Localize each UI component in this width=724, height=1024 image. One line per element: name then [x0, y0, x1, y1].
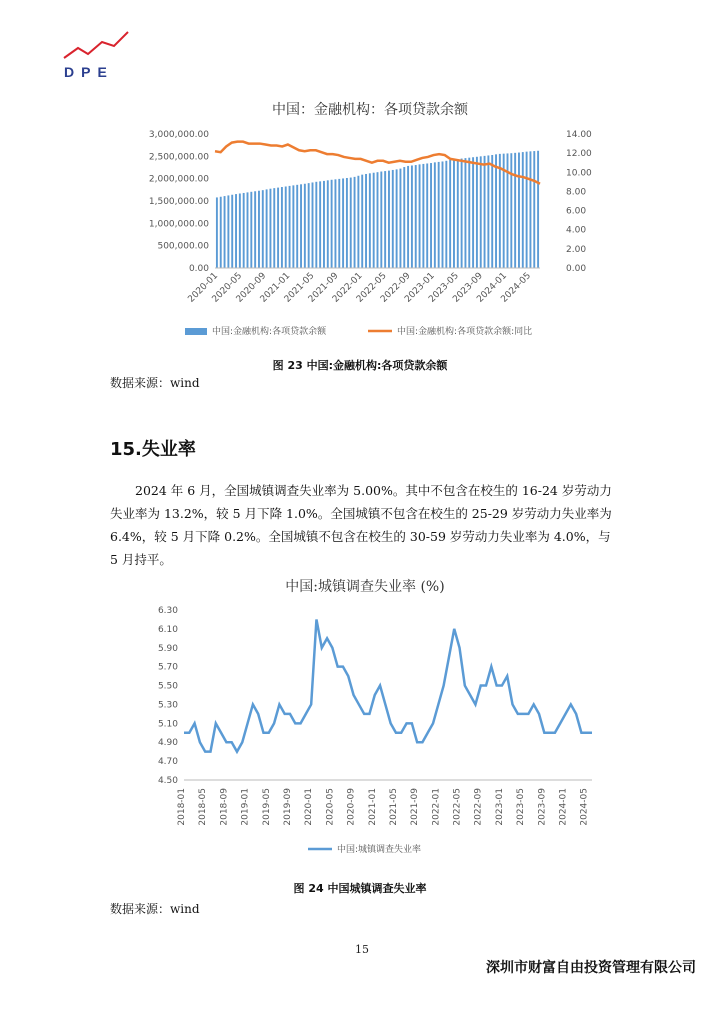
page-number: 15: [355, 943, 369, 956]
loan-balance-bar: [227, 195, 229, 268]
x-tick-label: 2019-09: [282, 788, 293, 826]
loan-balance-bar: [449, 160, 451, 268]
loan-balance-bar: [472, 157, 474, 268]
x-tick-label: 2021-05: [282, 271, 317, 305]
loan-balance-bar: [239, 193, 241, 268]
loan-balance-bar: [396, 169, 398, 268]
left-y-tick-label: 0.00: [188, 264, 209, 274]
loan-balance-bar: [354, 177, 356, 268]
x-tick-label: 2023-09: [451, 271, 485, 305]
y-tick-label: 6.30: [157, 606, 178, 616]
x-tick-label: 2023-05: [516, 788, 527, 826]
loan-balance-bar: [231, 195, 233, 268]
loan-balance-bar: [292, 185, 294, 268]
chart-loan-balance: [100, 120, 620, 350]
loan-balance-bar: [258, 191, 260, 268]
loan-balance-bar: [281, 187, 283, 268]
y-tick-label: 4.50: [157, 776, 178, 786]
loan-balance-bar: [216, 197, 218, 268]
loan-balance-bar: [266, 189, 268, 268]
x-tick-label: 2020-01: [304, 788, 315, 826]
loan-balance-bar: [422, 164, 424, 268]
loan-balance-bar: [464, 158, 466, 268]
loan-balance-bar: [346, 178, 348, 268]
loan-balance-bar: [277, 188, 279, 268]
loan-balance-bar: [235, 194, 237, 268]
loan-balance-bar: [369, 173, 371, 268]
loan-balance-bar: [384, 171, 386, 268]
chart1-source: 数据来源：wind: [110, 376, 200, 390]
loan-balance-bar: [315, 182, 317, 268]
x-tick-label: 2024-01: [558, 788, 569, 826]
loan-balance-bar: [224, 196, 226, 268]
y-tick-label: 5.10: [157, 719, 178, 730]
x-tick-label: 2022-09: [379, 271, 413, 305]
loan-balance-bar: [296, 185, 298, 268]
chart2-title: 中国:城镇调查失业率 (%): [285, 579, 445, 595]
loan-balance-bar: [419, 164, 421, 268]
chart-unemployment-rate: [100, 600, 620, 870]
x-tick-label: 2020-01: [186, 271, 221, 305]
chart2-caption: 图 24 中国城镇调查失业率: [293, 882, 427, 895]
loan-balance-bar: [442, 161, 444, 268]
y-tick-label: 5.90: [157, 643, 178, 654]
x-tick-label: 2020-09: [346, 788, 357, 826]
x-tick-label: 2023-05: [427, 271, 461, 305]
loan-balance-bar: [304, 184, 306, 268]
loan-balance-bar: [377, 172, 379, 268]
loan-balance-bar: [411, 165, 413, 268]
left-y-tick-label: 2,000,000.00: [148, 174, 209, 185]
loan-balance-bar: [537, 151, 539, 268]
loan-balance-bar: [243, 193, 245, 268]
x-tick-label: 2021-01: [367, 788, 378, 826]
loan-balance-bar: [308, 183, 310, 268]
x-tick-label: 2018-01: [177, 788, 187, 826]
right-y-tick-label: 12.00: [566, 149, 592, 160]
chart1-title: 中国：金融机构：各项贷款余额: [272, 102, 468, 118]
left-y-tick-label: 1,000,000.00: [148, 219, 209, 230]
loan-balance-bar: [480, 156, 482, 268]
loan-balance-bar: [289, 186, 291, 268]
loan-balance-bar: [323, 181, 325, 268]
loan-balance-bar: [495, 154, 497, 268]
right-y-tick-label: 10.00: [566, 168, 592, 179]
loan-balance-bar: [526, 152, 528, 268]
left-y-tick-label: 3,000,000.00: [148, 130, 209, 140]
x-tick-label: 2024-05: [579, 788, 590, 826]
left-y-tick-label: 500,000.00: [157, 241, 209, 252]
loan-balance-bar: [365, 174, 367, 268]
left-y-tick-label: 2,500,000.00: [148, 152, 209, 163]
loan-balance-bar: [361, 175, 363, 268]
right-y-tick-label: 14.00: [566, 130, 592, 140]
loan-balance-bar: [273, 188, 275, 268]
loan-balance-bar: [388, 171, 390, 268]
legend-label-line: 中国:金融机构:各项贷款余额:同比: [397, 327, 533, 337]
x-tick-label: 2021-09: [306, 271, 341, 305]
loan-balance-bar: [403, 167, 405, 268]
x-tick-label: 2022-01: [330, 271, 365, 305]
x-tick-label: 2022-05: [354, 271, 389, 305]
y-tick-label: 5.70: [157, 662, 178, 673]
loan-balance-bar: [445, 161, 447, 268]
x-tick-label: 2022-05: [452, 788, 463, 826]
loan-balance-bar: [430, 163, 432, 268]
loan-balance-bar: [491, 155, 493, 268]
right-y-tick-label: 8.00: [566, 187, 587, 198]
y-tick-label: 5.30: [157, 700, 178, 711]
y-tick-label: 4.70: [157, 757, 178, 768]
loan-balance-bar: [250, 192, 252, 268]
loan-balance-bar: [453, 159, 455, 268]
company-name: 深圳市财富自由投资管理有限公司: [486, 960, 696, 976]
loan-balance-bar: [334, 179, 336, 268]
right-y-tick-label: 6.00: [566, 206, 587, 217]
x-tick-label: 2019-01: [240, 788, 251, 826]
x-tick-label: 2023-01: [494, 788, 505, 826]
loan-balance-bar: [468, 158, 470, 268]
x-tick-label: 2022-09: [473, 788, 484, 826]
loan-balance-bar: [438, 162, 440, 268]
section-title: 15.失业率: [110, 439, 196, 460]
loan-balance-bar: [522, 152, 524, 268]
loan-balance-bar: [338, 179, 340, 268]
x-tick-label: 2020-05: [210, 271, 245, 305]
y-tick-label: 5.50: [157, 681, 178, 692]
loan-balance-bar: [510, 153, 512, 268]
loan-balance-bar: [461, 159, 463, 268]
loan-balance-bar: [342, 178, 344, 268]
dpe-logo-text: DPE: [64, 64, 114, 80]
x-tick-label: 2022-01: [431, 788, 442, 826]
loan-balance-bar: [476, 157, 478, 268]
loan-balance-bar: [319, 181, 321, 268]
y-tick-label: 4.90: [157, 738, 178, 749]
chart1-caption: 图 23 中国:金融机构:各项贷款余额: [272, 359, 448, 372]
loan-balance-bar: [399, 169, 401, 268]
x-tick-label: 2023-01: [403, 271, 437, 305]
x-tick-label: 2018-05: [198, 788, 209, 826]
loan-balance-bar: [300, 184, 302, 268]
loan-balance-bar: [533, 151, 535, 268]
section-paragraph: 2024 年 6 月，全国城镇调查失业率为 5.00%。其中不包含在校生的 16-24 岁劳动力失业率为 13.2%，较 5 月下降 1.0%。全国城镇不包含在校生的 25-29 岁劳动力失业率为 6.4%，较 5 月下降 0.2%。全国城镇不包含在校生的 30-59 岁劳动力失业率为 4.0%，与 5 月持平。: [110, 483, 612, 567]
loan-balance-bar: [327, 180, 329, 268]
loan-balance-bar: [457, 159, 459, 268]
loan-balance-bar: [285, 186, 287, 268]
right-y-tick-label: 2.00: [566, 244, 587, 255]
x-tick-label: 2021-01: [258, 271, 293, 305]
loan-balance-bar: [331, 180, 333, 268]
loan-balance-bar: [247, 192, 249, 268]
loan-balance-bar: [529, 151, 531, 268]
right-y-tick-label: 4.00: [566, 225, 587, 236]
chart2-source: 数据来源：wind: [110, 902, 200, 916]
loan-balance-bar: [254, 191, 256, 268]
loan-balance-bar: [357, 176, 359, 268]
x-tick-label: 2020-09: [234, 271, 269, 305]
loan-balance-bar: [434, 162, 436, 268]
x-tick-label: 2020-05: [325, 788, 336, 826]
x-tick-label: 2023-09: [537, 788, 548, 826]
loan-balance-bar: [269, 189, 271, 268]
loan-balance-bar: [499, 154, 501, 268]
legend-swatch-bar: [185, 328, 207, 335]
legend-label-bar: 中国:金融机构:各项贷款余额: [212, 327, 327, 337]
loan-balance-bar: [220, 197, 222, 268]
loan-balance-bar: [373, 173, 375, 268]
loan-balance-bar: [518, 153, 520, 268]
x-tick-label: 2019-05: [261, 788, 272, 826]
y-tick-label: 6.10: [157, 624, 178, 635]
legend-label-line: 中国:城镇调查失业率: [337, 845, 422, 855]
loan-balance-bar: [262, 190, 264, 268]
loan-balance-bar: [312, 182, 314, 268]
loan-balance-bar: [415, 165, 417, 268]
loan-balance-bar: [514, 153, 516, 268]
loan-balance-bar: [392, 170, 394, 268]
x-tick-label: 2018-09: [219, 788, 230, 826]
x-tick-label: 2024-05: [499, 271, 534, 305]
unemployment-rate-line: [184, 619, 592, 751]
loan-balance-bar: [426, 163, 428, 268]
loan-balance-bar: [380, 172, 382, 268]
loan-balance-bar: [484, 156, 486, 268]
x-tick-label: 2021-09: [410, 788, 421, 826]
loan-balance-bar: [487, 155, 489, 268]
right-y-tick-label: 0.00: [566, 264, 587, 274]
left-y-tick-label: 1,500,000.00: [148, 197, 209, 207]
loan-balance-bar: [407, 166, 409, 268]
loan-balance-bar: [350, 178, 352, 268]
x-tick-label: 2021-05: [388, 788, 399, 826]
x-tick-label: 2024-01: [475, 271, 510, 305]
